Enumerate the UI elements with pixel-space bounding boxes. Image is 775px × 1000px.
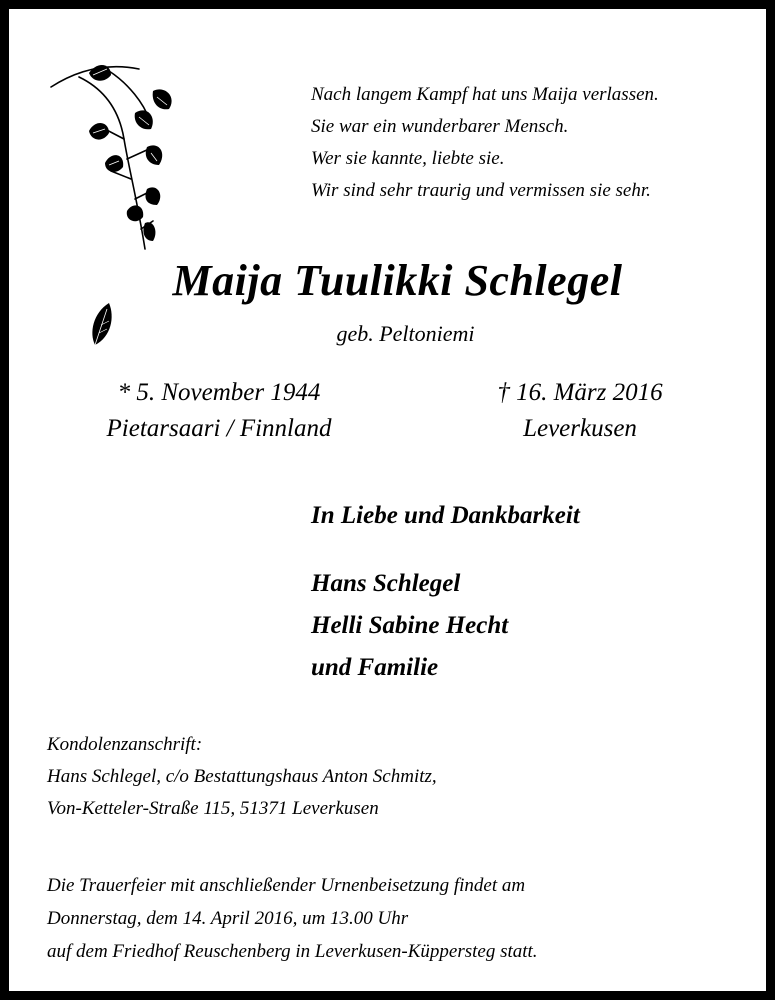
poem-line: Sie war ein wunderbarer Mensch. bbox=[311, 116, 569, 137]
memorial-poem bbox=[311, 79, 659, 207]
maiden-name: geb. Peltoniemi bbox=[336, 321, 475, 346]
mourners-signature bbox=[311, 497, 580, 689]
mourner-name: und Familie bbox=[311, 654, 439, 681]
poem-line: Nach langem Kampf hat uns Maija verlassen. bbox=[311, 84, 659, 105]
mourner-names bbox=[311, 563, 580, 689]
birth-place: Pietarsaari / Finnland bbox=[106, 415, 332, 442]
condolence-line: Von-Ketteler-Straße 115, 51371 Leverkusen bbox=[47, 798, 379, 819]
condolence-address bbox=[47, 729, 437, 825]
death-place: Leverkusen bbox=[523, 415, 637, 442]
mourner-name: Hans Schlegel bbox=[311, 570, 461, 597]
deceased-name: Maija Tuulikki Schlegel bbox=[172, 256, 623, 305]
death-info bbox=[445, 375, 715, 447]
birth-date: * 5. November 1944 bbox=[117, 379, 321, 406]
mourner-name: Helli Sabine Hecht bbox=[311, 612, 509, 639]
birth-info bbox=[69, 375, 369, 447]
service-line: Donnerstag, dem 14. April 2016, um 13.00 Uhr bbox=[47, 908, 409, 929]
service-line: Die Trauerfeier mit anschließender Urnenbeisetzung findet am bbox=[47, 875, 526, 896]
service-line: auf dem Friedhof Reuschenberg in Leverkusen-Küppersteg statt. bbox=[47, 941, 538, 962]
death-date: † 16. März 2016 bbox=[497, 379, 663, 406]
condolence-line: Hans Schlegel, c/o Bestattungshaus Anton Schmitz, bbox=[47, 766, 437, 787]
birch-branch-icon bbox=[49, 49, 189, 259]
greeting: In Liebe und Dankbarkeit bbox=[311, 502, 580, 529]
funeral-service-info bbox=[47, 869, 538, 968]
poem-line: Wir sind sehr traurig und vermissen sie sehr. bbox=[311, 180, 651, 201]
condolence-line: Kondolenzanschrift: bbox=[47, 734, 203, 755]
poem-line: Wer sie kannte, liebte sie. bbox=[311, 148, 505, 169]
